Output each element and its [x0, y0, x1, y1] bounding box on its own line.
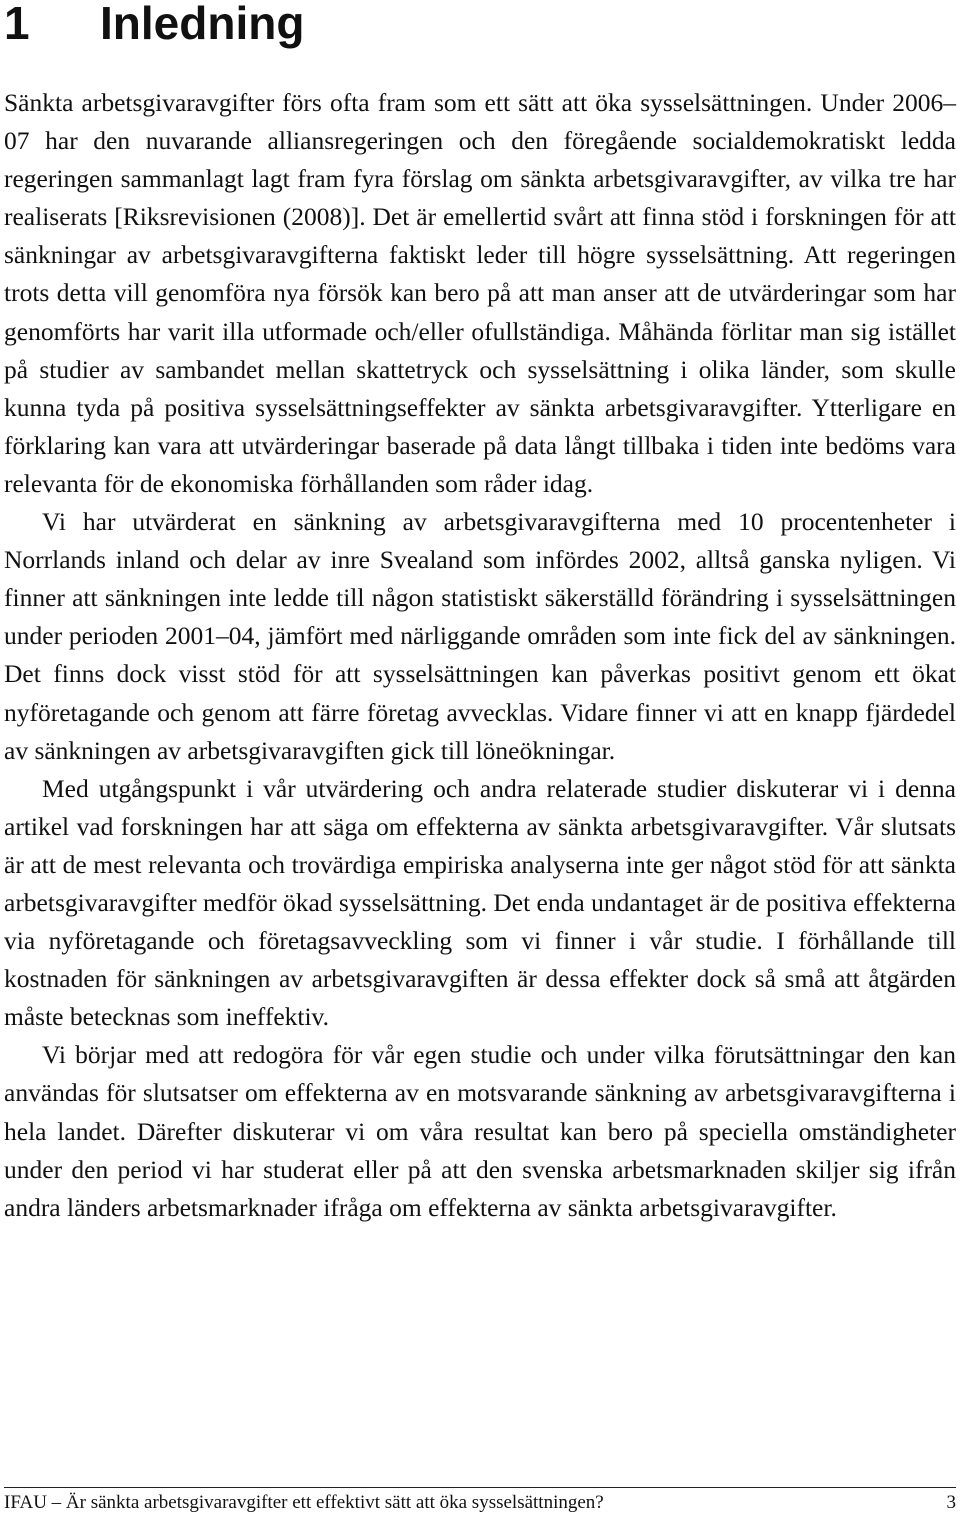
page-footer [4, 1487, 956, 1514]
body-text [4, 84, 956, 1227]
paragraph-1: Sänkta arbetsgivaravgifter förs ofta fram som ett sätt att öka sysselsättningen. Under 2006–07 har den nuvarande alliansregeringen och den föregående socialdemokratiskt ledda regeringen sammanlagt lagt fram fyra förslag om sänkta arbetsgivaravgifter, av vilka tre har realiserats [Riksrevisionen (2008)]. Det är emellertid svårt att finna stöd i forskningen för att sänkningar av arbetsgivaravgifterna faktiskt leder till högre sysselsättning. Att regeringen trots detta vill genomföra nya försök kan bero på att man anser att de utvärderingar som har genomförts har varit illa utformade och/eller ofullständiga. Måhända förlitar man sig istället på studier av sambandet mellan skattetryck och sysselsättning i olika länder, som skulle kunna tyda på positiva sysselsättningseffekter av sänkta arbetsgivaravgifter. Ytterligare en förklaring kan vara att utvärderingar baserade på data långt tillbaka i tiden inte bedöms vara relevanta för de ekonomiska förhållanden som råder idag. [4, 88, 956, 498]
section-number: 1 [4, 0, 30, 49]
paragraph-2: Vi har utvärderat en sänkning av arbetsgivaravgifterna med 10 procentenheter i Norrlands inland och delar av inre Svealand som infördes 2002, alltså ganska nyligen. Vi finner att sänkningen inte ledde till någon statistiskt säkerställd förändring i sysselsättningen under perioden 2001–04, jämfört med närliggande områden som inte fick del av sänkningen. Det finns dock visst stöd för att sysselsättningen kan påverkas positivt genom ett ökat nyföretagande och genom att färre företag avvecklas. Vidare finner vi att en knapp fjärdedel av sänkningen av arbetsgivaravgiften gick till löneökningar. [4, 507, 956, 765]
page-number: 3 [946, 1492, 956, 1513]
paragraph-3: Med utgångspunkt i vår utvärdering och andra relaterade studier diskuterar vi i denna artikel vad forskningen har att säga om effekterna av sänkta arbetsgivaravgifter. Vår slutsats är att de mest relevanta och trovärdiga empiriska analyserna inte ger något stöd för att sänkta arbetsgivaravgifter medför ökad sysselsättning. Det enda undantaget är de positiva effekterna via nyföretagande och företagsavveckling som vi finner i vår studie. I förhållande till kostnaden för sänkningen av arbetsgivaravgiften är dessa effekter dock så små att åtgärden måste betecknas som ineffektiv. [4, 773, 956, 1032]
running-title: IFAU – Är sänkta arbetsgivaravgifter ett effektivt sätt att öka sysselsättningen? [4, 1492, 604, 1513]
section-heading [4, 0, 304, 50]
section-title: Inledning [100, 0, 305, 49]
document-page [4, 0, 956, 1513]
paragraph-4: Vi börjar med att redogöra för vår egen studie och under vilka förutsättningar den kan användas för slutsatser om effekterna av en motsvarande sänkning av arbetsgivaravgifterna i hela landet. Därefter diskuterar vi om våra resultat kan bero på speciella omständigheter under den period vi har studerat eller på att den svenska arbetsmarknaden skiljer sig ifrån andra länders arbetsmarknader ifråga om effekterna av sänkta arbetsgivaravgifter. [4, 1040, 956, 1222]
